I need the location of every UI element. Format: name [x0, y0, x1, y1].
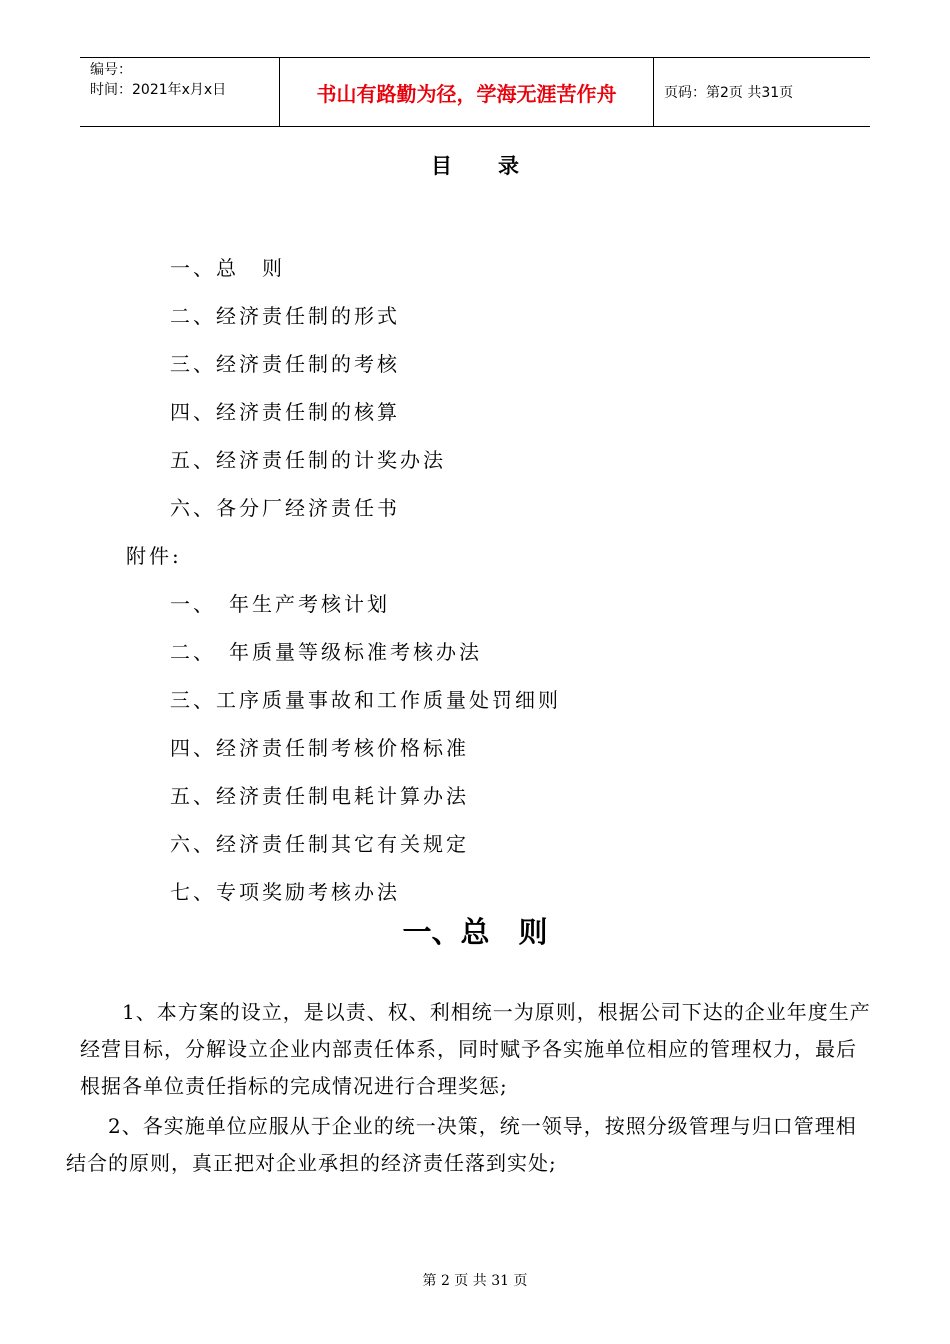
appendix-label: 附件:: [126, 544, 182, 568]
section-heading: 一、总 则: [402, 915, 548, 949]
body-paragraph: 2、各实施单位应服从于企业的统一决策，统一领导，按照分级管理与归口管理相结合的原则，真正把对企业承担的经济责任落到实处;: [66, 1114, 857, 1175]
header-meta: [80, 58, 280, 126]
appendix-item: 四、经济责任制考核价格标准: [170, 736, 469, 760]
toc-item: 一、总 则: [170, 256, 285, 280]
toc-item: 六、各分厂经济责任书: [170, 496, 400, 520]
appendix-item: 二、 年质量等级标准考核办法: [170, 640, 482, 664]
body-paragraph: 1、本方案的设立，是以责、权、利相统一为原则，根据公司下达的企业年度生产经营目标，分解设立企业内部责任体系，同时赋予各实施单位相应的管理权力，最后根据各单位责任指标的完成情况进行合理奖惩;: [80, 1000, 871, 1098]
appendix-item: 七、专项奖励考核办法: [170, 880, 400, 904]
appendix-item: 六、经济责任制其它有关规定: [170, 832, 469, 856]
toc-item: 三、经济责任制的考核: [170, 352, 400, 376]
header-page-info: 页码：第2页 共31页: [664, 85, 794, 101]
toc-item: 四、经济责任制的核算: [170, 400, 400, 424]
page-footer: 第 2 页 共 31 页: [422, 1273, 528, 1289]
appendix-item: 三、工序质量事故和工作质量处罚细则: [170, 688, 561, 712]
time-label: 时间：2021年x月x日: [90, 82, 227, 98]
appendix-item: 一、 年生产考核计划: [170, 592, 390, 616]
header-motto: 书山有路勤为径，学海无涯苦作舟: [280, 58, 654, 126]
appendix-item: 五、经济责任制电耗计算办法: [170, 784, 469, 808]
page-header: [80, 57, 870, 127]
number-label: 编号：: [90, 62, 132, 78]
toc-title: 目录: [431, 153, 565, 178]
toc-item: 二、经济责任制的形式: [170, 304, 400, 328]
toc-item: 五、经济责任制的计奖办法: [170, 448, 446, 472]
